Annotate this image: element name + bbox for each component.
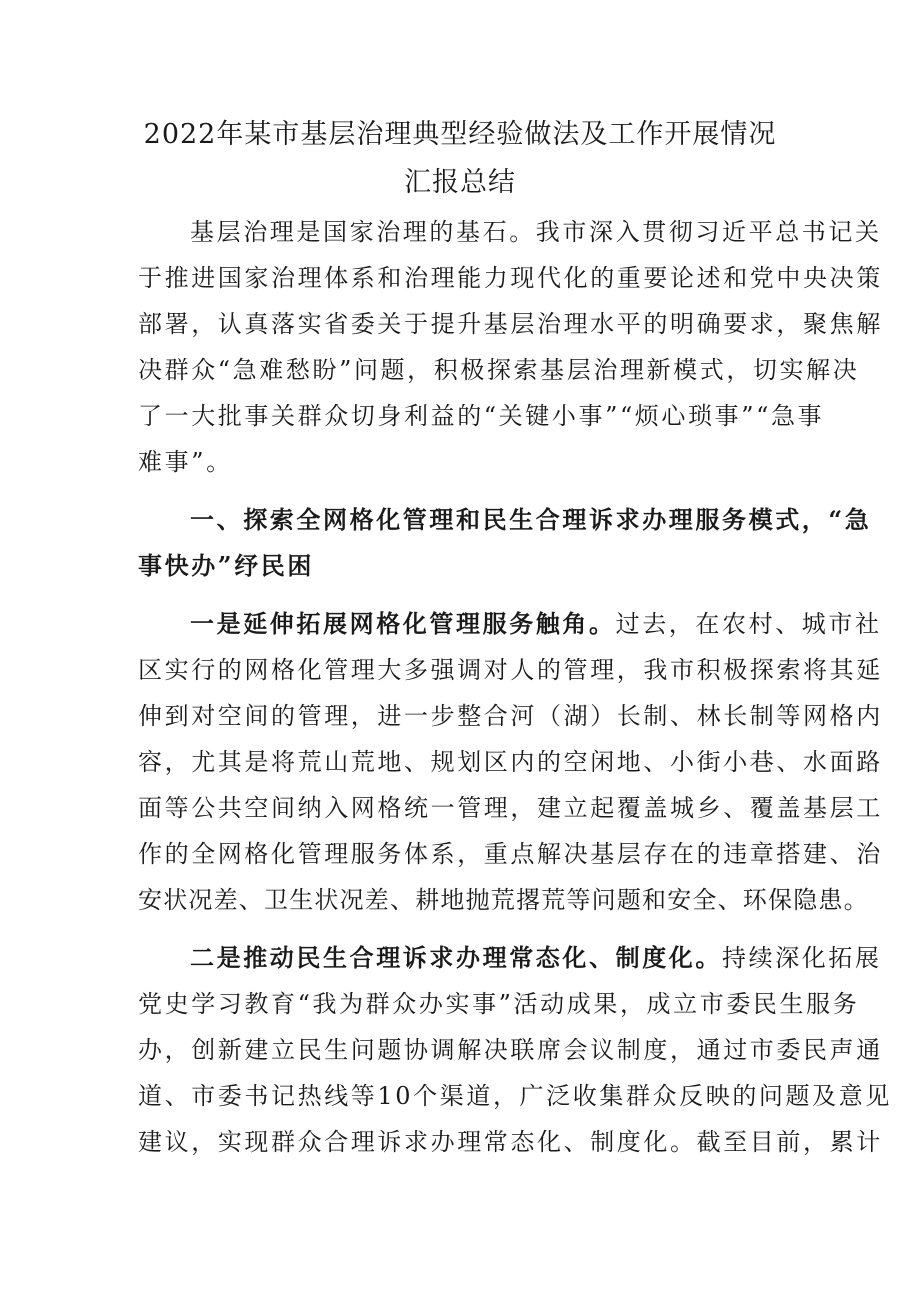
paragraph-line: 伸到对空间的管理，进一步整合河（湖）长制、林长制等网格内: [138, 702, 883, 730]
document-title-line-1: 2022年某市基层治理典型经验做法及工作开展情况: [143, 119, 777, 150]
intro-line: 部署，认真落实省委关于提升基层治理水平的明确要求，聚焦解: [138, 310, 883, 338]
paragraph-line: 道、市委书记热线等10个渠道，广泛收集群众反映的问题及意见: [138, 1082, 892, 1110]
intro-line: 于推进国家治理体系和治理能力现代化的重要论述和党中央决策: [138, 264, 883, 292]
paragraph-line: [190, 604, 920, 639]
paragraph-lead: 一是延伸拓展网格化管理服务触角。: [190, 609, 616, 638]
paragraph-line: 区实行的网格化管理大多强调对人的管理，我市积极探索将其延: [138, 656, 883, 684]
paragraph-line: 办，创新建立民生问题协调解决联席会议制度，通过市委民声通: [138, 1036, 883, 1064]
intro-line: 基层治理是国家治理的基石。我市深入贯彻习近平总书记关: [190, 218, 882, 246]
paragraph-line: 建议，实现群众合理诉求办理常态化、制度化。截至目前，累计: [138, 1128, 883, 1156]
paragraph-line: 面等公共空间纳入网格统一管理，建立起覆盖城乡、覆盖基层工: [138, 794, 883, 822]
section-heading: 事快办”纾民困: [138, 551, 315, 580]
paragraph-line: 容，尤其是将荒山荒地、规划区内的空闲地、小街小巷、水面路: [138, 748, 883, 776]
paragraph-line: 作的全网格化管理服务体系，重点解决基层存在的违章搭建、治: [138, 840, 883, 868]
paragraph-line: 安状况差、卫生状况差、耕地抛荒撂荒等问题和安全、环保隐患。: [138, 886, 869, 914]
paragraph-line: 党史学习教育“我为群众办实事”活动成果，成立市委民生服务: [138, 990, 860, 1018]
intro-line: 了一大批事关群众切身利益的“关键小事”“烦心琐事”“急事: [138, 402, 825, 430]
intro-line: 难事”。: [138, 448, 233, 476]
document-title-line-2: 汇报总结: [404, 167, 516, 198]
paragraph-line: [190, 938, 920, 973]
intro-line: 决群众“急难愁盼”问题，积极探索基层治理新模式，切实解决: [138, 356, 860, 384]
section-heading: 一、探索全网格化管理和民生合理诉求办理服务模式，“急: [190, 505, 872, 534]
paragraph-lead: 二是推动民生合理诉求办理常态化、制度化。: [190, 943, 722, 972]
paragraph-text: 持续深化拓展: [722, 944, 882, 972]
paragraph-text: 过去，在农村、城市社: [615, 610, 882, 638]
